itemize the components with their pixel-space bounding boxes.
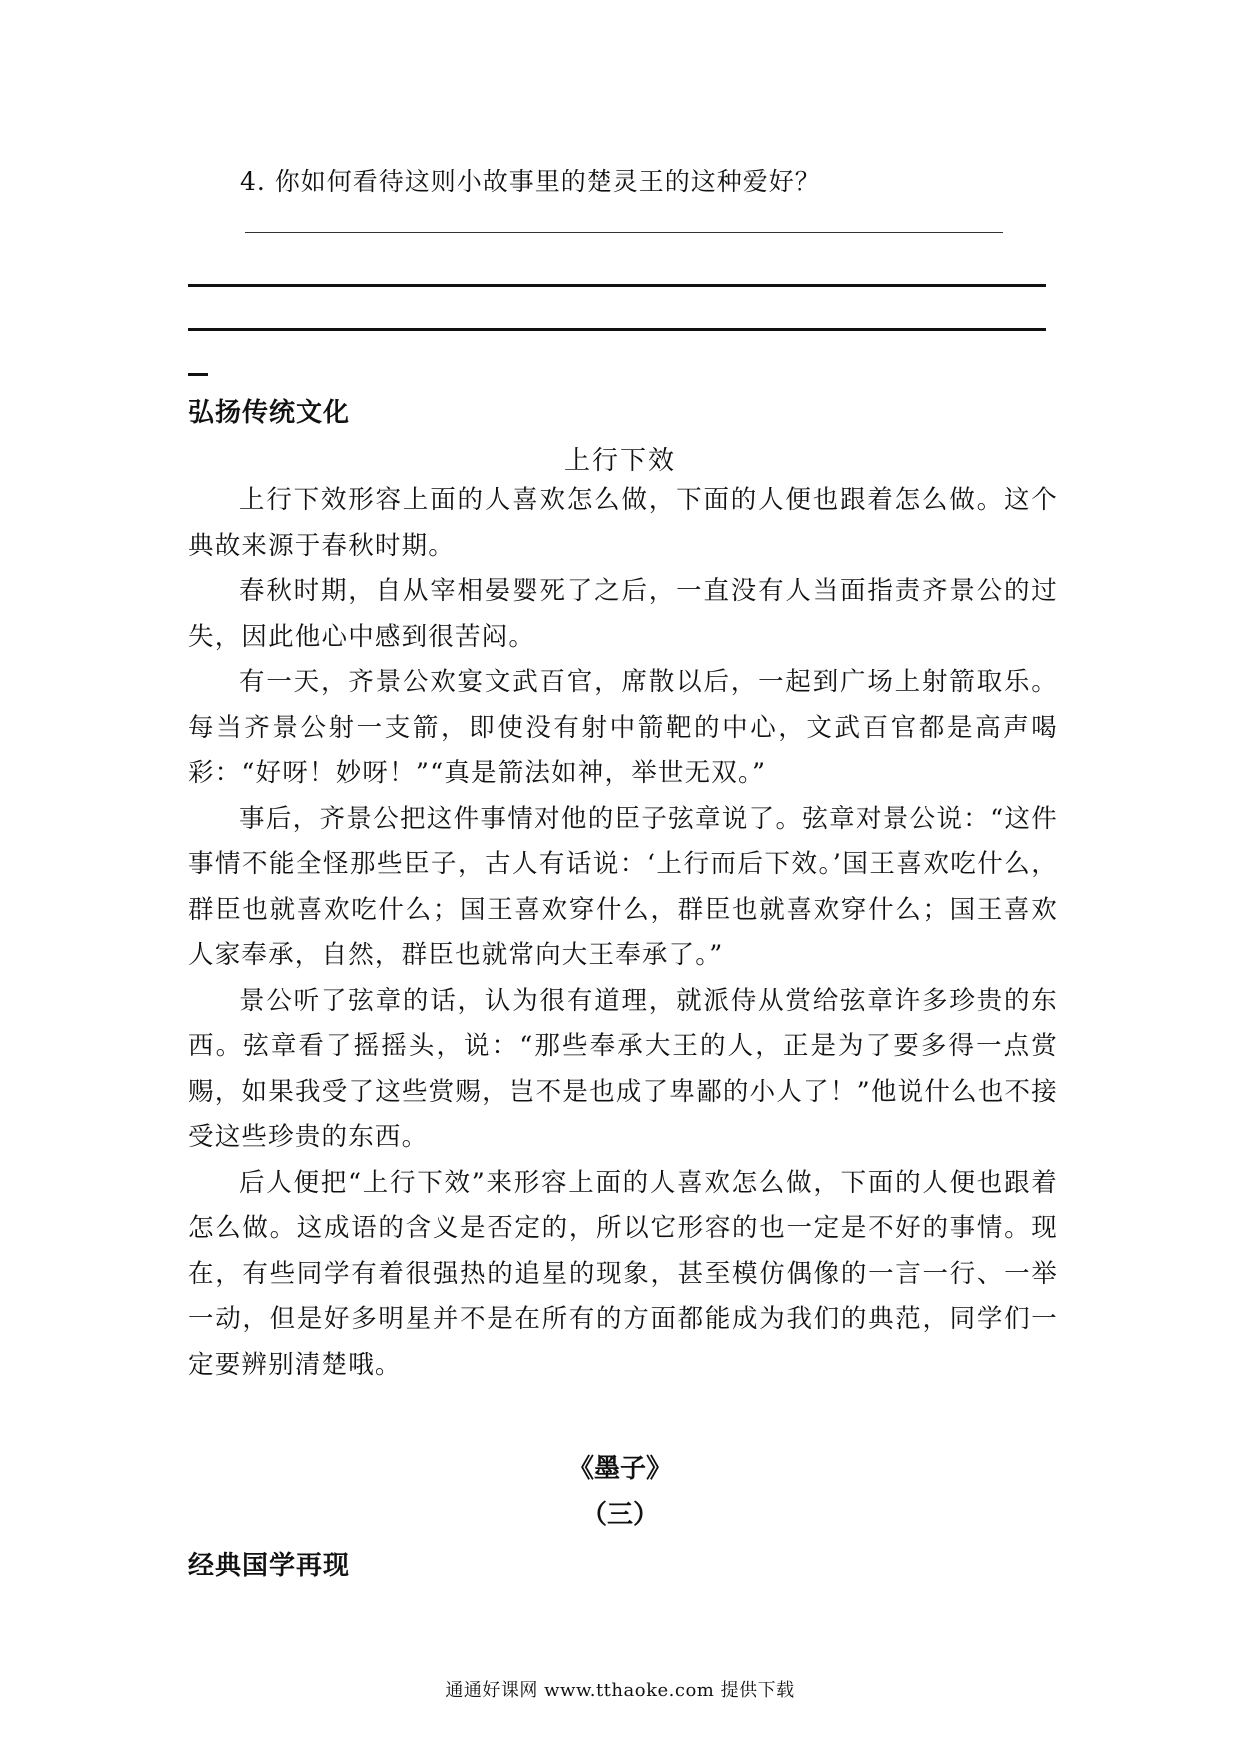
answer-line (188, 328, 1046, 331)
answer-line (188, 284, 1046, 287)
book-part: （三） (580, 1500, 659, 1530)
story-paragraph: 上行下效形容上面的人喜欢怎么做，下面的人便也跟着怎么做。这个典故来源于春秋时期。 (188, 485, 1058, 561)
story-paragraph: 有一天，齐景公欢宴文武百官，席散以后，一起到广场上射箭取乐。每当齐景公射一支箭，即使没有射中箭靶的中心，文武百官都是高声喝彩：“好呀！妙呀！”“真是箭法如神，举世无双。” (188, 667, 1058, 788)
story-body (188, 478, 1058, 1388)
answer-dashed-line (245, 232, 1003, 233)
story-paragraph: 后人便把“上行下效”来形容上面的人喜欢怎么做，下面的人便也跟着怎么做。这成语的含义是否定的，所以它形容的也一定是不好的事情。现在，有些同学有着很强热的追星的现象，甚至模仿偶像的一言一行、一举一动，但是好多明星并不是在所有的方面都能成为我们的典范，同学们一定要辨别清楚哦。 (188, 1167, 1058, 1380)
section-heading-tradition: 弘扬传统文化 (188, 398, 351, 428)
story-paragraph: 景公听了弦章的话，认为很有道理，就派侍从赏给弦章许多珍贵的东西。弦章看了摇摇头，说：“那些奉承大王的人，正是为了要多得一点赏赐，如果我受了这些赏赐，岂不是也成了卑鄙的小人了！”他说什么也不接受这些珍贵的东西。 (188, 985, 1058, 1152)
story-title: 上行下效 (563, 446, 676, 476)
question-4: 4. 你如何看待这则小故事里的楚灵王的这种爱好？ (240, 167, 821, 196)
section-heading-classic: 经典国学再现 (188, 1551, 351, 1581)
story-paragraph: 春秋时期，自从宰相晏婴死了之后，一直没有人当面指责齐景公的过失，因此他心中感到很苦闷。 (188, 576, 1058, 652)
story-paragraph: 事后，齐景公把这件事情对他的臣子弦章说了。弦章对景公说：“这件事情不能全怪那些臣子，古人有话说：‘上行而后下效。’国王喜欢吃什么，群臣也就喜欢吃什么；国王喜欢穿什么，群臣也就喜欢穿什么；国王喜欢人家奉承，自然，群臣也就常向大王奉承了。” (188, 803, 1058, 970)
page-footer: 通通好课网 www.tthaoke.com 提供下载 (445, 1680, 795, 1701)
book-title: 《墨子》 (567, 1454, 672, 1484)
answer-line-stub (188, 373, 208, 376)
